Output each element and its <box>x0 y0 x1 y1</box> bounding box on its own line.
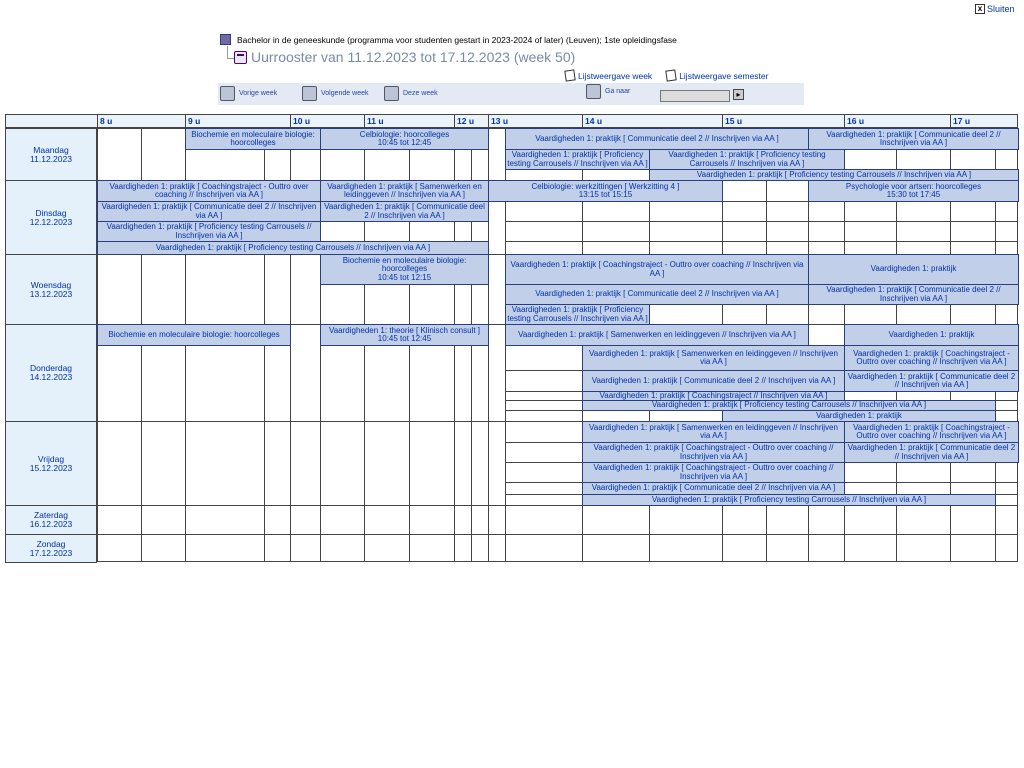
list-week-link[interactable] <box>565 70 652 81</box>
calendar-icon <box>234 51 247 64</box>
schedule-event[interactable] <box>844 421 1019 443</box>
schedule-event[interactable] <box>505 149 650 170</box>
event-title: Vaardigheden 1: theorie [ Klinisch consult ] <box>328 325 481 335</box>
schedule-event[interactable] <box>488 180 723 202</box>
event-title: Vaardigheden 1: praktijk [ Coachingstraject - Outtro over coaching // Inschrijven via AA ] <box>853 422 1010 440</box>
event-title: Vaardigheden 1: praktijk [ Samenwerken en leidinggeven // Inschrijven via AA ] <box>589 422 838 440</box>
event-title: Vaardigheden 1: praktijk [ Coachingstraject - Outtro over coaching // Inschrijven via AA ] <box>510 260 804 278</box>
prev-week-button[interactable] <box>220 86 277 101</box>
event-title: Vaardigheden 1: praktijk [ Samenwerken en leidinggeven // Inschrijven via AA ] <box>518 329 796 339</box>
hour-header: 8 u <box>97 114 185 128</box>
event-title: Vaardigheden 1: praktijk [ Communicatie deel 2 // Inschrijven via AA ] <box>101 202 317 220</box>
schedule-event[interactable] <box>97 201 321 222</box>
event-title: Vaardigheden 1: praktijk [ Coachingstraject - Outtro over coaching // Inschrijven via AA ] <box>853 348 1010 366</box>
day-label <box>5 254 97 325</box>
goto-label-group <box>586 84 630 99</box>
event-title: Vaardigheden 1: praktijk [ Communicatie deel 2 // Inschrijven via AA ] <box>826 285 1001 303</box>
day-name: Donderdag <box>29 363 73 373</box>
event-title: Vaardigheden 1: praktijk [ Proficiency testing Carrousels // Inschrijven via AA ] <box>651 400 927 410</box>
hour-header: 11 u <box>364 114 454 128</box>
hour-header: 10 u <box>290 114 364 128</box>
event-time: 10:45 tot 12:45 <box>377 334 432 343</box>
day-name: Zaterdag <box>33 510 69 520</box>
prev-week-label: Vorige week <box>239 90 278 97</box>
day-separator <box>97 534 1018 535</box>
goto-submit-button[interactable]: ▸ <box>733 89 744 100</box>
goto-calendar-icon <box>586 84 601 99</box>
schedule-event[interactable] <box>320 201 489 222</box>
day-label <box>5 534 97 563</box>
this-week-label: Deze week <box>403 90 438 97</box>
page-title: Uurrooster van 11.12.2023 tot 17.12.2023 (week 50) <box>251 49 576 65</box>
schedule-event[interactable] <box>844 442 1019 463</box>
schedule-event[interactable] <box>582 442 845 463</box>
day-label <box>5 128 97 181</box>
event-title: Vaardigheden 1: praktijk [ Communicatie deel 2 // Inschrijven via AA ] <box>847 371 1016 389</box>
day-date: 16.12.2023 <box>29 519 73 529</box>
day-label <box>5 180 97 255</box>
day-name: Zondag <box>36 538 66 549</box>
schedule-event[interactable] <box>844 324 1019 346</box>
event-title: Vaardigheden 1: praktijk [ Coachingstraject - Outtro over coaching // Inschrijven via AA ] <box>593 463 834 481</box>
list-semester-label: Lijstweergave semester <box>679 70 769 81</box>
schedule-event[interactable] <box>320 324 489 346</box>
event-time: 10:45 tot 12:45 <box>377 138 432 147</box>
hour-header: 14 u <box>582 114 722 128</box>
schedule-event[interactable] <box>649 149 845 170</box>
event-title: Vaardigheden 1: praktijk [ Proficiency testing Carrousels // Inschrijven via AA ] <box>696 169 972 179</box>
schedule-event[interactable] <box>97 324 291 346</box>
event-title: Vaardigheden 1: praktijk [ Proficiency testing Carrousels // Inschrijven via AA ] <box>668 150 826 168</box>
grid-border <box>5 561 1018 562</box>
event-title: Vaardigheden 1: praktijk [ Coachingstraject // Inschrijven via AA ] <box>599 391 828 400</box>
schedule-event[interactable] <box>505 254 809 285</box>
day-date: 11.12.2023 <box>30 153 72 164</box>
schedule-event[interactable] <box>505 284 809 305</box>
event-title: Vaardigheden 1: praktijk [ Coachingstraject - Outtro over coaching // Inschrijven via AA ] <box>593 443 834 461</box>
list-view-links <box>565 70 768 81</box>
document-icon <box>564 69 575 81</box>
corner-cell <box>5 114 97 128</box>
schedule-event[interactable] <box>582 421 845 443</box>
list-semester-link[interactable] <box>666 70 768 81</box>
schedule-event[interactable] <box>97 241 489 255</box>
event-title: Vaardigheden 1: praktijk [ Communicatie deel 2 // Inschrijven via AA ] <box>826 129 1001 147</box>
schedule-event[interactable] <box>582 370 845 392</box>
schedule-event[interactable] <box>582 494 996 506</box>
event-time: 15:30 tot 17:45 <box>886 190 941 199</box>
schedule-event[interactable] <box>320 128 489 150</box>
hour-header: 17 u <box>950 114 1018 128</box>
next-week-label: Volgende week <box>321 90 369 97</box>
next-arrow-icon <box>302 86 317 101</box>
title-row <box>234 49 575 65</box>
schedule-event[interactable] <box>320 254 489 285</box>
schedule-event[interactable] <box>97 180 321 202</box>
program-breadcrumb <box>220 34 677 45</box>
calendar-today-icon <box>384 86 399 101</box>
hour-header: 12 u <box>454 114 488 128</box>
close-label: Sluiten <box>987 4 1015 14</box>
close-button[interactable] <box>975 4 1015 14</box>
event-title: Vaardigheden 1: praktijk [ Proficiency testing Carrousels // Inschrijven via AA ] <box>507 305 648 323</box>
schedule-event[interactable] <box>185 128 321 150</box>
schedule-event[interactable] <box>844 345 1019 371</box>
event-title: Vaardigheden 1: praktijk [ Communicatie deel 2 // Inschrijven via AA ] <box>847 443 1016 461</box>
day-date: 13.12.2023 <box>29 288 73 299</box>
event-title: Vaardigheden 1: praktijk <box>816 410 902 420</box>
schedule-event[interactable] <box>505 304 650 325</box>
day-name: Dinsdag <box>35 207 67 218</box>
event-title: Vaardigheden 1: praktijk [ Proficiency testing Carrousels // Inschrijven via AA ] <box>507 150 648 168</box>
event-title: Vaardigheden 1: praktijk [ Communicatie deel 2 // Inschrijven via AA ] <box>591 375 836 385</box>
event-title: Biochemie en moleculaire biologie: hoorcolleges <box>191 129 315 147</box>
day-label <box>5 324 97 422</box>
list-week-label: Lijstweergave week <box>578 70 653 81</box>
event-title: Psychologie voor artsen: hoorcolleges <box>845 181 982 191</box>
hour-header: 16 u <box>844 114 950 128</box>
event-title: Vaardigheden 1: praktijk [ Communicatie deel 2 // Inschrijven via AA ] <box>324 202 485 220</box>
schedule-event[interactable] <box>808 180 1019 202</box>
event-title: Vaardigheden 1: praktijk <box>888 329 975 339</box>
previous-arrow-icon <box>220 86 235 101</box>
event-title: Vaardigheden 1: praktijk [ Communicatie deel 2 // Inschrijven via AA ] <box>535 289 779 299</box>
schedule-grid <box>5 114 1018 562</box>
event-title: Celbiologie: hoorcolleges <box>359 129 450 139</box>
schedule-event[interactable] <box>808 128 1019 150</box>
schedule-event[interactable] <box>808 254 1019 285</box>
book-icon <box>220 34 231 45</box>
schedule-event[interactable] <box>808 284 1019 305</box>
event-title: Biochemie en moleculaire biologie: hoorcolleges <box>342 255 467 274</box>
event-time: 10:45 tot 12:15 <box>377 272 432 282</box>
event-title: Vaardigheden 1: praktijk <box>870 264 957 274</box>
goto-label: Ga naar <box>605 88 631 95</box>
sub-row-line <box>505 221 1018 222</box>
event-time: 13:15 tot 15:15 <box>578 190 633 199</box>
day-date: 17.12.2023 <box>29 547 73 558</box>
goto-date-input[interactable] <box>660 90 730 102</box>
schedule-event[interactable] <box>844 370 1019 392</box>
day-label <box>5 505 97 535</box>
week-navigation-bar <box>218 83 804 105</box>
event-title: Vaardigheden 1: praktijk [ Communicatie deel 2 // Inschrijven via AA ] <box>591 483 836 493</box>
schedule-event[interactable] <box>97 221 321 242</box>
schedule-event[interactable] <box>505 128 809 150</box>
day-label <box>5 421 97 506</box>
day-date: 14.12.2023 <box>29 372 73 382</box>
schedule-event[interactable] <box>582 345 845 371</box>
program-name: Bachelor in de geneeskunde (programma voor studenten gestart in 2023-2024 of later) (Leuven); 1ste opleidingsfase <box>237 34 677 45</box>
schedule-event[interactable] <box>320 180 489 202</box>
day-date: 12.12.2023 <box>29 216 73 227</box>
hour-header: 15 u <box>722 114 844 128</box>
event-title: Vaardigheden 1: praktijk [ Proficiency testing Carrousels // Inschrijven via AA ] <box>651 494 927 504</box>
event-title: Vaardigheden 1: praktijk [ Coachingstraject - Outtro over coaching // Inschrijven via AA ] <box>109 181 309 199</box>
event-title: Vaardigheden 1: praktijk [ Samenwerken en leidinggeven // Inschrijven via AA ] <box>589 348 838 366</box>
day-name: Maandag <box>33 144 69 155</box>
hour-header: 13 u <box>488 114 582 128</box>
event-title: Vaardigheden 1: praktijk [ Samenwerken en leidinggeven // Inschrijven via AA ] <box>327 181 482 199</box>
this-week-button[interactable] <box>384 86 438 101</box>
event-title: Vaardigheden 1: praktijk [ Proficiency testing Carrousels // Inschrijven via AA ] <box>155 242 431 252</box>
event-title: Vaardigheden 1: praktijk [ Communicatie deel 2 // Inschrijven via AA ] <box>535 133 779 143</box>
schedule-event[interactable] <box>505 324 809 346</box>
next-week-button[interactable] <box>302 86 368 101</box>
day-name: Vrijdag <box>37 453 65 464</box>
event-title: Biochemie en moleculaire biologie: hoorcolleges <box>108 329 280 339</box>
day-date: 15.12.2023 <box>29 462 73 473</box>
close-icon: x <box>975 4 985 14</box>
document-icon <box>665 69 676 81</box>
sub-row-line <box>505 241 1018 242</box>
day-name: Woensdag <box>30 279 72 290</box>
event-title: Celbiologie: werkzittingen [ Werkzitting 4 ] <box>531 181 680 191</box>
event-title: Vaardigheden 1: praktijk [ Proficiency testing Carrousels // Inschrijven via AA ] <box>106 222 312 240</box>
hour-header: 9 u <box>185 114 290 128</box>
schedule-event[interactable] <box>582 462 845 483</box>
